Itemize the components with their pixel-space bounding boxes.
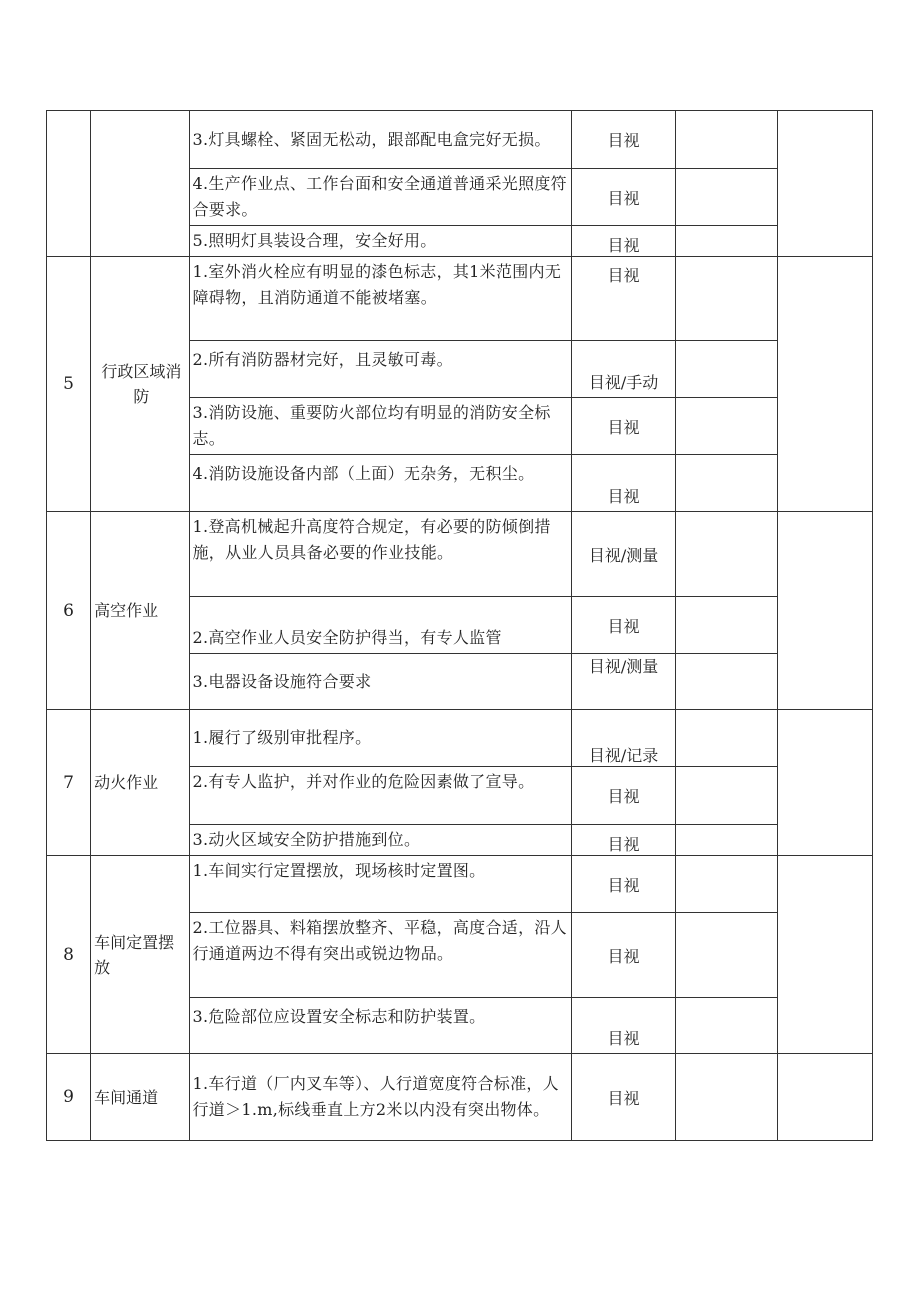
requirement-cell: 3.危险部位应设置安全标志和防护装置。 — [189, 998, 571, 1054]
method-cell: 目视 — [571, 825, 675, 856]
table-row — [47, 512, 873, 597]
requirement-cell: 3.电器设备设施符合要求 — [189, 654, 571, 710]
method-cell: 目视 — [571, 998, 675, 1054]
method-cell: 目视 — [571, 455, 675, 512]
result-cell[interactable] — [676, 226, 777, 257]
requirement-cell: 1.登高机械起升高度符合规定，有必要的防倾倒措施，从业人员具备必要的作业技能。 — [189, 512, 571, 597]
item-name-cell: 车间定置摆放 — [91, 856, 189, 1054]
method-cell: 目视 — [571, 111, 675, 169]
result-cell[interactable] — [676, 597, 777, 654]
result-cell[interactable] — [676, 998, 777, 1054]
result-cell[interactable] — [676, 111, 777, 169]
table-row — [47, 257, 873, 341]
result-cell[interactable] — [676, 825, 777, 856]
table-row — [47, 111, 873, 169]
requirement-cell: 1.履行了级别审批程序。 — [189, 710, 571, 767]
remark-cell[interactable] — [777, 111, 872, 257]
remark-cell[interactable] — [777, 512, 872, 710]
result-cell[interactable] — [676, 913, 777, 998]
requirement-cell: 5.照明灯具装设合理，安全好用。 — [189, 226, 571, 257]
remark-cell[interactable] — [777, 856, 872, 1054]
item-name-cell — [91, 111, 189, 257]
method-cell: 目视 — [571, 169, 675, 226]
requirement-cell: 4.生产作业点、工作台面和安全通道普通采光照度符合要求。 — [189, 169, 571, 226]
method-cell: 目视 — [571, 398, 675, 455]
item-name-cell: 行政区域消防 — [91, 257, 189, 512]
item-name-cell: 动火作业 — [91, 710, 189, 856]
remark-cell[interactable] — [777, 710, 872, 856]
item-name-cell: 车间通道 — [91, 1054, 189, 1141]
result-cell[interactable] — [676, 341, 777, 398]
requirement-cell: 1.室外消火栓应有明显的漆色标志，其1米范围内无障碍物，且消防通道不能被堵塞。 — [189, 257, 571, 341]
result-cell[interactable] — [676, 654, 777, 710]
requirement-cell: 2.有专人监护，并对作业的危险因素做了宣导。 — [189, 767, 571, 825]
requirement-cell: 3.消防设施、重要防火部位均有明显的消防安全标志。 — [189, 398, 571, 455]
result-cell[interactable] — [676, 398, 777, 455]
result-cell[interactable] — [676, 767, 777, 825]
inspection-table — [46, 110, 873, 1141]
method-cell: 目视 — [571, 767, 675, 825]
result-cell[interactable] — [676, 512, 777, 597]
method-cell: 目视/测量 — [571, 512, 675, 597]
method-cell: 目视 — [571, 257, 675, 341]
method-cell: 目视/手动 — [571, 341, 675, 398]
result-cell[interactable] — [676, 169, 777, 226]
remark-cell[interactable] — [777, 257, 872, 512]
item-number-cell: 8 — [47, 856, 91, 1054]
table-row — [47, 1054, 873, 1141]
method-cell: 目视 — [571, 226, 675, 257]
remark-cell[interactable] — [777, 1054, 872, 1141]
item-name-cell: 高空作业 — [91, 512, 189, 710]
item-number-cell: 9 — [47, 1054, 91, 1141]
result-cell[interactable] — [676, 1054, 777, 1141]
item-number-cell — [47, 111, 91, 257]
requirement-cell: 1.车行道（厂内叉车等）、人行道宽度符合标准，人行道＞1.m,标线垂直上方2米以内没有突出物体。 — [189, 1054, 571, 1141]
table-row — [47, 710, 873, 767]
result-cell[interactable] — [676, 710, 777, 767]
method-cell: 目视/记录 — [571, 710, 675, 767]
method-cell: 目视/测量 — [571, 654, 675, 710]
requirement-cell: 3.动火区域安全防护措施到位。 — [189, 825, 571, 856]
table-row — [47, 856, 873, 913]
item-number-cell: 6 — [47, 512, 91, 710]
requirement-cell: 3.灯具螺栓、紧固无松动，跟部配电盒完好无损。 — [189, 111, 571, 169]
method-cell: 目视 — [571, 597, 675, 654]
requirement-cell: 2.高空作业人员安全防护得当，有专人监管 — [189, 597, 571, 654]
requirement-cell: 1.车间实行定置摆放，现场核时定置图。 — [189, 856, 571, 913]
result-cell[interactable] — [676, 455, 777, 512]
method-cell: 目视 — [571, 913, 675, 998]
result-cell[interactable] — [676, 856, 777, 913]
item-number-cell: 7 — [47, 710, 91, 856]
requirement-cell: 4.消防设施设备内部（上面）无杂务，无积尘。 — [189, 455, 571, 512]
requirement-cell: 2.工位器具、料箱摆放整齐、平稳，高度合适，沿人行通道两边不得有突出或锐边物品。 — [189, 913, 571, 998]
method-cell: 目视 — [571, 856, 675, 913]
method-cell: 目视 — [571, 1054, 675, 1141]
requirement-cell: 2.所有消防器材完好，且灵敏可毒。 — [189, 341, 571, 398]
item-number-cell: 5 — [47, 257, 91, 512]
result-cell[interactable] — [676, 257, 777, 341]
